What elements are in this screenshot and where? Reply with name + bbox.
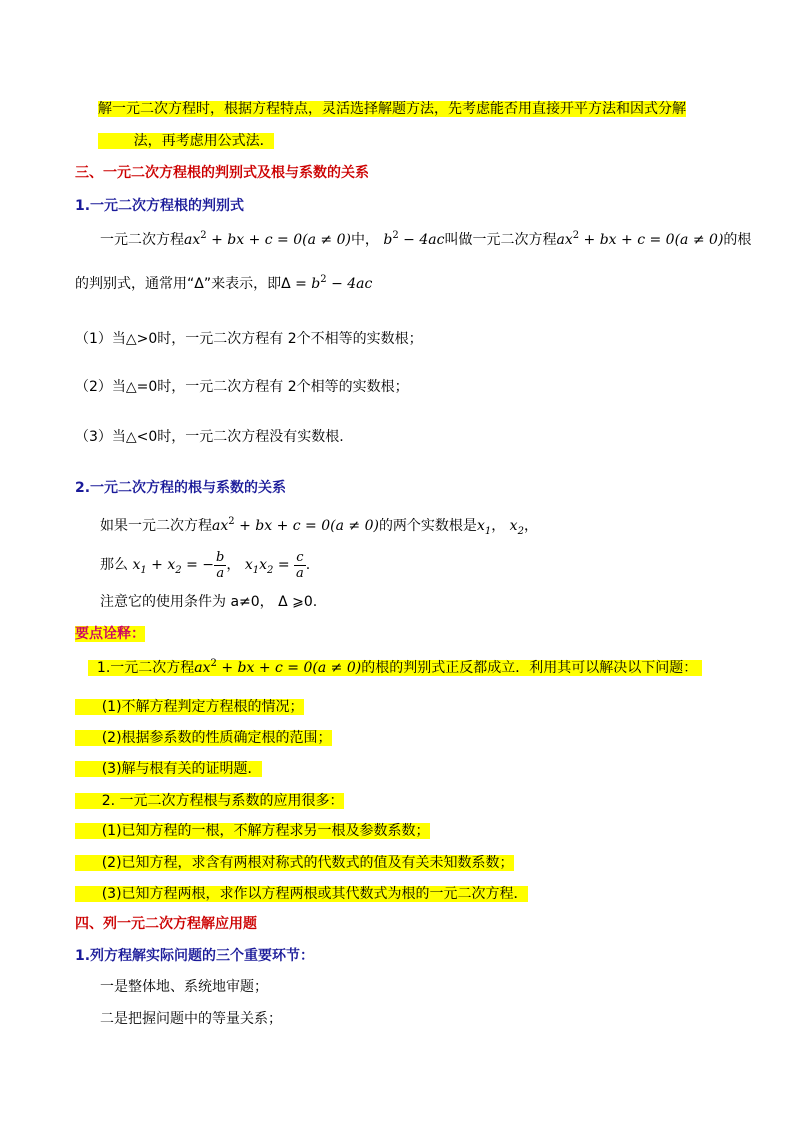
step-1: 一是整体地、系统地审题； (100, 979, 268, 995)
intro-line-1: 解一元二次方程时，根据方程特点，灵活选择解题方法，先考虑能否用直接开平方法和因式分解 (98, 101, 686, 117)
subsection-3-2-heading: 2.一元二次方程的根与系数的关系 (75, 480, 287, 496)
intro-line-2: 法，再考虑用公式法． (98, 131, 274, 151)
step-2: 二是把握问题中的等量关系； (100, 1011, 282, 1027)
key-2: 2. 一元二次方程根与系数的应用很多： (75, 791, 344, 811)
vieta-line-2: 那么 $x_1 + x_2$ = − $\frac{b}{a}$ ， $x_1x_2$ = $\frac{c}{a}$ . (100, 549, 311, 581)
section-4-heading: 四、列一元二次方程解应用题 (75, 916, 257, 932)
case-2: （2）当△=0时，一元二次方程有 2个相等的实数根； (75, 379, 409, 395)
fraction-c-over-a: $\frac{c}{a}$ (296, 549, 304, 581)
case-3: （3）当△<0时，一元二次方程没有实数根. (75, 429, 344, 445)
subsection-3-1-heading: 1.一元二次方程根的判别式 (75, 198, 245, 214)
fraction-b-over-a: $\frac{b}{a}$ (216, 549, 225, 581)
section-3-heading: 三、一元二次方程根的判别式及根与系数的关系 (75, 165, 369, 181)
key-2-item-1: (1)已知方程的一根，不解方程求另一根及参数系数； (75, 821, 430, 841)
case-1: （1）当△>0时，一元二次方程有 2个不相等的实数根； (75, 331, 423, 347)
key-2-item-2: (2)已知方程，求含有两根对称式的代数式的值及有关未知数系数； (75, 853, 514, 873)
vieta-line-1: 如果一元二次方程$ax^2$ + bx + c = 0(a ≠ 0)的两个实数根是$x_1$， $x_2$， (100, 516, 538, 537)
subsection-4-1-heading: 1.列方程解实际问题的三个重要环节： (75, 948, 315, 964)
key-1: 1.一元二次方程$ax^2$ + bx + c = 0(a ≠ 0)的根的判别式正反都成立．利用其可以解决以下问题： (88, 658, 702, 680)
key-1-item-2: (2)根据参系数的性质确定根的范围； (75, 728, 332, 748)
discriminant-line-1: 一元二次方程$ax^2$ + bx + c = 0(a ≠ 0)中， $b^2 - 4ac$叫做一元二次方程$ax^2$ + bx + c = 0(a ≠ 0)的根 (100, 230, 752, 248)
key-points-label: 要点诠释： (75, 626, 145, 642)
key-1-item-3: (3)解与根有关的证明题． (75, 759, 262, 779)
key-2-item-3: (3)已知方程两根，求作以方程两根或其代数式为根的一元二次方程． (75, 884, 528, 904)
vieta-condition: 注意它的使用条件为 a≠0， Δ ⩾0. (100, 594, 318, 610)
discriminant-line-2: 的判别式，通常用“Δ”来表示，即$\Delta = b^2 - 4ac$ (75, 274, 373, 292)
key-1-item-1: (1)不解方程判定方程根的情况； (75, 697, 304, 717)
